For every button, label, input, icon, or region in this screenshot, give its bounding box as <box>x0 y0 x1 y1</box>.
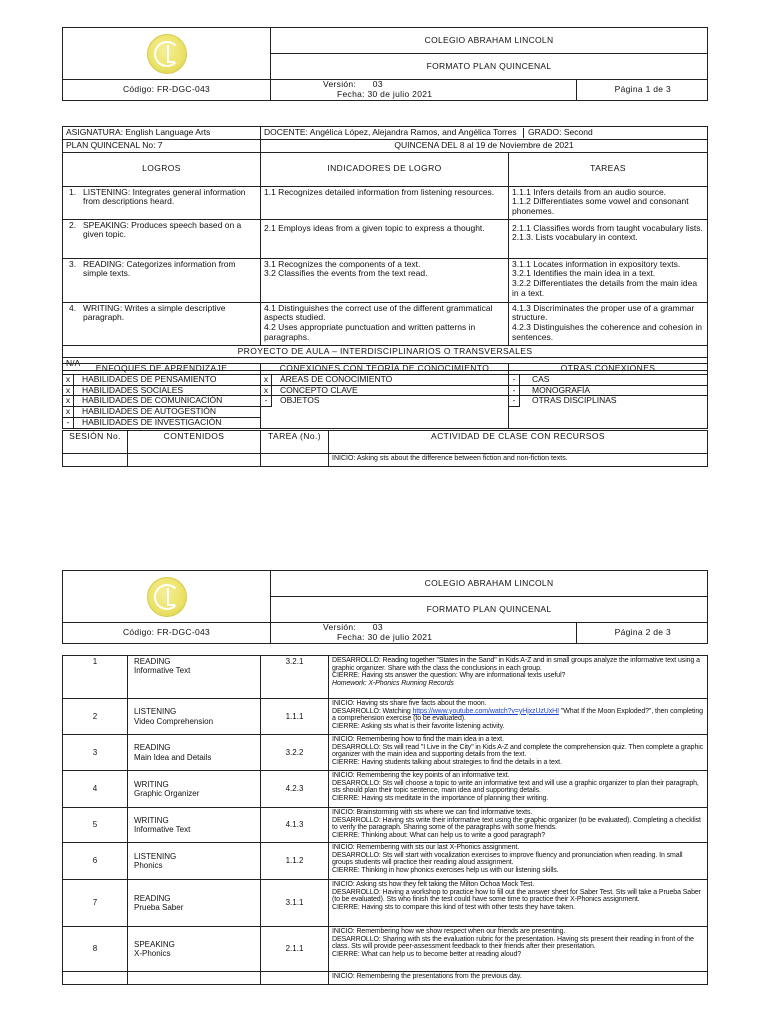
page-number-cell <box>436 623 708 644</box>
enfoques-title: ENFOQUES DE APRENDIZAJE <box>63 364 261 375</box>
session-skill: READING <box>134 657 171 666</box>
conexiones-title: CONEXIONES CON TEORÍA DE CONOCIMIENTO <box>261 364 509 375</box>
activity-line: INICIO: Brainstorming with sts where we can find informative texts. <box>332 809 533 816</box>
activity-line: DESARROLLO: Having a workshop to practice how to fill out the answer sheet for Saber Test. Sts will take a Prueba Saber (to be evaluated). Sts who finish the test could have some time to practice their X-Phonics assignment. <box>332 888 701 904</box>
session-task: 2.1.1 <box>261 927 329 972</box>
col-contenidos: CONTENIDOS <box>128 431 261 454</box>
homework-line: Homework: X-Phonics Running Records <box>332 680 454 688</box>
page-number-cell <box>436 80 708 101</box>
logo-cell <box>63 571 271 623</box>
col-sesion: SESIÓN No. <box>63 431 128 454</box>
session-number <box>63 972 128 985</box>
session-topic: Informative Text <box>134 825 191 834</box>
school-logo-icon <box>147 577 187 617</box>
session-skill: WRITING <box>134 779 169 789</box>
quincena: QUINCENA DEL 8 al 19 de Noviembre de 2021 <box>261 139 708 152</box>
video-link[interactable]: https://www.youtube.com/watch?v=yHjxzUzUxHI <box>412 707 559 715</box>
session-skill: WRITING <box>134 815 169 825</box>
session-number: 4 <box>63 771 128 808</box>
proyecto-title: PROYECTO DE AULA – INTERDISCIPLINARIOS O TRANSVERSALES <box>63 345 708 358</box>
col-tareas: TAREAS <box>509 152 708 186</box>
activity-line: DESARROLLO: Sts will read "I Live in the City" in Kids A-Z and complete the comprehension quiz. Then complete a graphic organizer with the main idea and supporting details from the text. <box>332 743 704 759</box>
session-row <box>63 735 708 771</box>
session-number: 7 <box>63 880 128 927</box>
activity-line: DESARROLLO: Sts will start with vocalization exercises to improve fluency and pronunciation when reading. In small groups students will practice their reading aloud assignment. <box>332 851 683 867</box>
indicador-cell: 1.1 Recognizes detailed information from listening resources. <box>261 186 509 219</box>
activity-line: CIERRE: Asking sts what is their favorite listening activity. <box>332 723 505 731</box>
session-content <box>128 699 261 735</box>
logro-row <box>63 186 708 219</box>
activity-line: INICIO: Remembering with sts our last X-Phonics assignment. <box>332 844 520 851</box>
session-task: 4.1.3 <box>261 808 329 843</box>
activity-line: INICIO: Asking sts how they felt taking the Milton Ochoa Mock Test. <box>332 881 535 888</box>
session-activity <box>329 808 708 843</box>
sessions-table <box>62 655 708 985</box>
docente: DOCENTE: Angélica López, Alejandra Ramos, and Angélica Torres <box>264 127 517 137</box>
session-activity <box>329 656 708 699</box>
tareas-cell: 1.1.1 Infers details from an audio source. 1.1.2 Differentiates some vowel and consonant phonemes. <box>509 186 708 219</box>
logro-row <box>63 258 708 302</box>
enfoque-item: x HABILIDADES DE COMUNICACIÓN <box>63 396 260 407</box>
session-activity <box>329 972 708 985</box>
session-task: 3.2.2 <box>261 735 329 771</box>
session-topic: Prueba Saber <box>134 903 184 912</box>
version-label: Versión: <box>323 79 357 89</box>
session-topic: Video Comprehension <box>134 716 214 726</box>
session-row <box>63 656 708 699</box>
indicador-cell: 3.1 Recognizes the components of a text. 3.2 Classifies the events from the text read. <box>261 258 509 302</box>
session-task <box>261 972 329 985</box>
version-cell <box>271 623 436 644</box>
doc-date: Fecha: 30 de julio 2021 <box>337 631 433 642</box>
session-row <box>63 972 708 985</box>
activity-line: DESARROLLO: Sts will choose a topic to write an informative text and will use a graphic organizer to plan their paragraph, sts should plan their topic sentence, main idea and supporting details. <box>332 779 699 795</box>
session-number: 3 <box>63 735 128 771</box>
plan-number: PLAN QUINCENAL No: 7 <box>63 139 261 152</box>
col-logros: LOGROS <box>63 152 261 186</box>
enfoque-item: x HABILIDADES DE AUTOGESTIÓN <box>63 407 260 418</box>
conexion-item: x CONCEPTO CLAVE <box>261 386 508 397</box>
school-logo-icon <box>147 34 187 74</box>
tareas-cell: 4.1.3 Discriminates the proper use of a grammar structure. 4.2.3 Distinguishes the coherence and cohesion in sentences. <box>509 302 708 345</box>
session-task: 1.1.1 <box>261 699 329 735</box>
activity-line: CIERRE: Having students talking about strategies to find the details in a text. <box>332 759 562 767</box>
session-activity <box>329 927 708 972</box>
session-row <box>63 880 708 927</box>
logro-row <box>63 302 708 345</box>
session-content <box>128 843 261 880</box>
doc-code: Código: FR-DGC-043 <box>63 623 271 644</box>
logro-row <box>63 219 708 258</box>
enfoque-item: - HABILIDADES DE INVESTIGACIÓN <box>63 418 260 428</box>
session-row <box>63 699 708 735</box>
enfoque-item: x HABILIDADES DE PENSAMIENTO <box>63 375 260 386</box>
page-number: Página 2 de 3 <box>614 626 672 637</box>
session-topic: Main Idea and Details <box>134 752 212 762</box>
activity-line: DESARROLLO: Sharing with sts the evaluation rubric for the presentation. Having sts present their reading in front of the class. Sts will provide peer-assessment feedback to their friends after their presentation. <box>332 935 694 951</box>
session-task: 3.2.1 <box>261 656 329 699</box>
grado: GRADO: Second <box>523 128 593 138</box>
session-content <box>128 808 261 843</box>
version-label: Versión: <box>323 622 357 632</box>
connections-table <box>62 363 708 429</box>
otras-list <box>509 374 708 428</box>
doc-code: Código: FR-DGC-043 <box>63 80 271 101</box>
session-topic: Graphic Organizer <box>134 789 200 798</box>
session-number: 2 <box>63 699 128 735</box>
activity-line: CIERRE: What can help us to become better at reading aloud? <box>332 951 522 959</box>
page1-header <box>62 27 708 101</box>
session-skill: LISTENING <box>134 851 177 861</box>
otra-item: - CAS <box>509 375 707 386</box>
session-content <box>128 771 261 808</box>
session-topic: Informative Text <box>134 666 191 676</box>
session-row <box>63 843 708 880</box>
session-task: 1.1.2 <box>261 843 329 880</box>
enfoque-item: x HABILIDADES SOCIALES <box>63 386 260 397</box>
logro-cell: 1. LISTENING: Integrates general information from descriptions heard. <box>63 186 261 219</box>
school-name: COLEGIO ABRAHAM LINCOLN <box>271 28 708 54</box>
col-indicadores: INDICADORES DE LOGRO <box>261 152 509 186</box>
conexiones-list <box>261 374 509 428</box>
session-row <box>63 808 708 843</box>
activity-line: CIERRE: Thinking in how phonics exercises help us with our listening skills. <box>332 867 559 875</box>
session-row <box>63 771 708 808</box>
activity-line: INICIO: Remembering the presentations from the previous day. <box>332 973 522 980</box>
proyecto-value: N/A <box>63 358 708 371</box>
session-row <box>63 927 708 972</box>
enfoques-list <box>63 374 261 428</box>
conexion-item: - OBJETOS <box>261 396 508 407</box>
session-activity <box>329 699 708 735</box>
session-number: 5 <box>63 808 128 843</box>
session-number: 8 <box>63 927 128 972</box>
logo-cell <box>63 28 271 80</box>
activity-line: INICIO: Remembering the key points of an informative text. <box>332 772 510 779</box>
format-title: FORMATO PLAN QUINCENAL <box>271 597 708 623</box>
indicador-cell: 2.1 Employs ideas from a given topic to express a thought. <box>261 219 509 258</box>
session-topic: Phonics <box>134 861 163 870</box>
version-value: 03 <box>372 79 383 89</box>
otras-title: OTRAS CONEXIONES <box>509 364 708 375</box>
session-skill: SPEAKING <box>134 939 175 949</box>
activity-line: DESARROLLO: Reading together "States in the Sand" in Kids A-Z and in small groups analyze the informative text using a graphic organizer. Share with the class the conclusions in each group. <box>332 657 700 672</box>
session-skill: READING <box>134 743 171 753</box>
version-value: 03 <box>372 622 383 632</box>
logro-cell: 3. READING: Categorizes information from simple texts. <box>63 258 261 302</box>
col-tarea: TAREA (No.) <box>261 431 329 454</box>
activity-line: DESARROLLO: Having sts write their informative text using the graphic organizer (to be evaluated). Completing a checklist to verify the paragraph. Sharing some of the paragraphs with some friends. <box>332 816 701 832</box>
tareas-cell: 2.1.1 Classifies words from taught vocabulary lists. 2.1.3. Lists vocabulary in context. <box>509 219 708 258</box>
logro-cell: 2. SPEAKING: Produces speech based on a given topic. <box>63 219 261 258</box>
indicador-cell: 4.1 Distinguishes the correct use of the different grammatical aspects studied. 4.2 Uses appropriate punctuation and written patterns in paragraphs. <box>261 302 509 345</box>
activity-line: CIERRE: Thinking about: What can help us to write a good paragraph? <box>332 832 546 840</box>
page2-header <box>62 570 708 644</box>
sessions-header-table <box>62 430 708 467</box>
activity-line: CIERRE: Having sts meditate in the importance of planning their writing. <box>332 795 549 803</box>
school-name: COLEGIO ABRAHAM LINCOLN <box>271 571 708 597</box>
session-activity <box>329 771 708 808</box>
activity-line: CIERRE: Having sts answer the question: Why are informational texts useful? <box>332 672 566 680</box>
format-title: FORMATO PLAN QUINCENAL <box>271 54 708 80</box>
version-cell <box>271 80 436 101</box>
session-content <box>128 880 261 927</box>
session-content <box>128 927 261 972</box>
session-content <box>128 656 261 699</box>
session-skill: READING <box>134 893 171 903</box>
session-task: 4.2.3 <box>261 771 329 808</box>
tareas-cell: 3.1.1 Locates information in expository texts. 3.2.1 Identifies the main idea in a text. 3.2.2 Differentiates the details from the main idea in a text. <box>509 258 708 302</box>
activity-line: INICIO: Remembering how to find the main idea in a text. <box>332 736 504 743</box>
docente-grado <box>261 127 708 140</box>
session-number: 1 <box>63 656 128 699</box>
asignatura: ASIGNATURA: English Language Arts <box>63 127 261 140</box>
otra-item: - MONOGRAFÍA <box>509 386 707 397</box>
session-activity <box>329 735 708 771</box>
col-actividad: ACTIVIDAD DE CLASE CON RECURSOS <box>329 431 708 454</box>
activity-line: INICIO: Remembering how we show respect when our friends are presenting. <box>332 928 566 935</box>
page-number: Página 1 de 3 <box>614 83 672 94</box>
activity-line: INICIO: Having sts share five facts about the moon. <box>332 700 487 707</box>
plan-table <box>62 126 708 371</box>
doc-date: Fecha: 30 de julio 2021 <box>337 88 433 99</box>
session-content <box>128 735 261 771</box>
session-activity <box>329 880 708 927</box>
activity-line: CIERRE: Having sts to compare this kind of test with other tests they have taken. <box>332 904 575 912</box>
conexion-item: x ÁREAS DE CONOCIMIENTO <box>261 375 508 386</box>
session-skill: LISTENING <box>134 707 177 717</box>
first-inicio: INICIO: Asking sts about the difference between fiction and non-fiction texts. <box>329 454 708 467</box>
activity-line: DESARROLLO: Watching https://www.youtube.com/watch?v=yHjxzUzUxHI "What If the Moon Exploded?", then completing a comprehension exercise (to be evaluated). <box>332 707 703 723</box>
session-topic: X-Phonics <box>134 949 171 958</box>
session-number: 6 <box>63 843 128 880</box>
logro-cell: 4. WRITING: Writes a simple descriptive paragraph. <box>63 302 261 345</box>
session-task: 3.1.1 <box>261 880 329 927</box>
session-content <box>128 972 261 985</box>
otra-item: - OTRAS DISCIPLINAS <box>509 396 707 407</box>
session-activity <box>329 843 708 880</box>
